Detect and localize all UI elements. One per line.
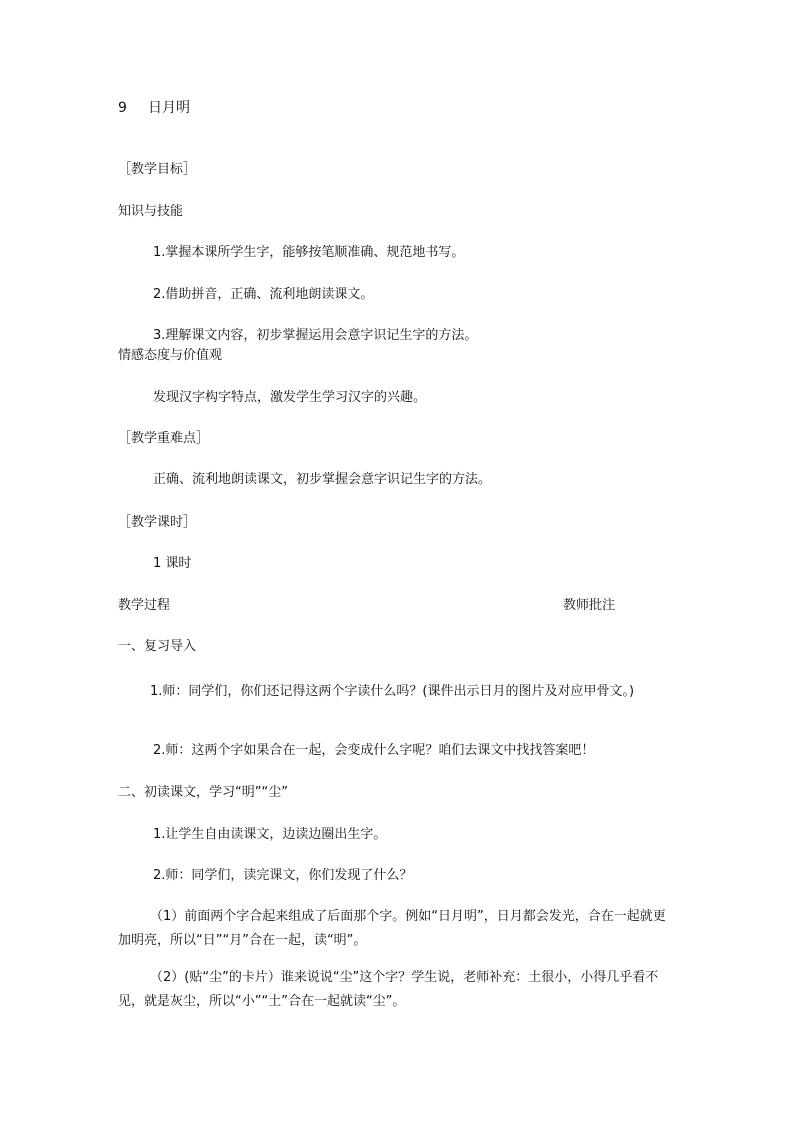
emotion-heading: 情感态度与价值观 (118, 348, 223, 363)
part2-paragraph: （1）前面两个字合起来组成了后面那个字。例如“日月明”，日月都会发光，合在一起就更加明亮，所以“日”“月”合在一起，读“明”。 (118, 909, 666, 948)
teacher-notes-heading: 教师批注 (563, 598, 616, 613)
part2-heading: 二、初读课文，学习“明”“尘” (118, 785, 288, 800)
hours-heading: ［教学课时］ (118, 515, 197, 530)
process-heading: 教学过程 (118, 598, 171, 613)
part1-item: 2.师：这两个字如果合在一起，会变成什么字呢？咱们去课文中找找答案吧！ (153, 743, 595, 758)
lesson-number: 9 (118, 100, 127, 116)
lesson-title-text: 日月明 (148, 100, 190, 116)
part2-item: 2.师：同学们，读完课文，你们发现了什么？ (153, 868, 413, 883)
keypoints-text: 正确、流利地朗读课文，初步掌握会意字识记生字的方法。 (153, 472, 492, 487)
objectives-heading: ［教学目标］ (118, 162, 197, 177)
knowledge-item: 1.掌握本课所学生字，能够按笔顺准确、规范地书写。 (153, 245, 465, 260)
part1-item: 1.师：同学们，你们还记得这两个字读什么吗？(课件出示日月的图片及对应甲骨文。) (150, 684, 635, 699)
knowledge-item: 2.借助拼音，正确、流利地朗读课文。 (153, 287, 374, 302)
hours-text: 1 课时 (153, 556, 192, 571)
part2-item: 1.让学生自由读课文，边读边圈出生字。 (153, 827, 387, 842)
keypoints-heading: ［教学重难点］ (118, 431, 210, 446)
knowledge-heading: 知识与技能 (118, 204, 184, 219)
knowledge-item: 3.理解课文内容，初步掌握运用会意字识记生字的方法。 (153, 328, 478, 343)
part2-paragraph: （2）(贴“尘”的卡片）谁来说说“尘”这个字？学生说，老师补充：土很小，小得几乎看不见，就是灰尘，所以“小”“土”合在一起就读“尘”。 (118, 970, 659, 1009)
emotion-text: 发现汉字构字特点，激发学生学习汉字的兴趣。 (153, 390, 427, 405)
part1-heading: 一、复习导入 (118, 639, 197, 654)
lesson-title (118, 99, 190, 117)
